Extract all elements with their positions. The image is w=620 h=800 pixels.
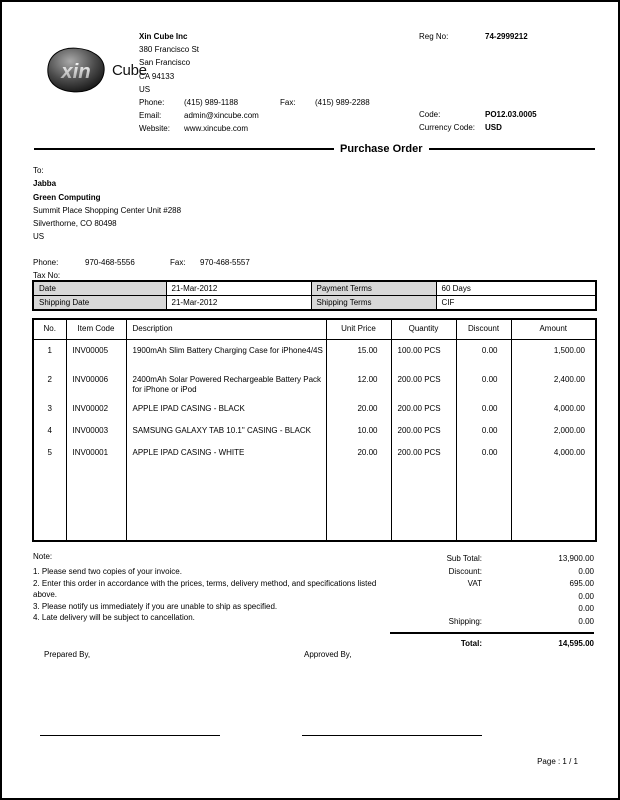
prepared-signature-line [40, 735, 220, 736]
item-discount-cell: 0.00 [456, 340, 511, 369]
vat-label: VAT [467, 579, 482, 589]
grand-total-label: Total: [460, 638, 482, 648]
vat-value: 695.00 [569, 579, 594, 589]
item-description-cell: SAMSUNG GALAXY TAB 10.1" CASING - BLACK [126, 420, 326, 442]
company-address-line: San Francisco [139, 58, 191, 68]
phone-value: 970-468-5556 [85, 257, 135, 267]
header-quantity: Quantity [391, 319, 456, 340]
company-phone-row [139, 96, 370, 109]
recipient-address-line: Summit Place Shopping Center Unit #288 [33, 205, 182, 215]
recipient-company: Green Computing [33, 192, 101, 202]
item-row [33, 398, 596, 420]
reg-no-value: 74-2999212 [485, 32, 528, 41]
items-table [32, 318, 597, 542]
svg-text:xin: xin [61, 61, 91, 84]
fax-label: Fax: [280, 97, 296, 107]
fax-value: 970-468-5557 [200, 257, 250, 267]
to-label: To: [33, 166, 44, 175]
email-label: Email: [139, 111, 162, 121]
item-amount-cell: 4,000.00 [511, 442, 596, 464]
items-filler-row [33, 464, 596, 542]
fax-label: Fax: [170, 257, 186, 267]
currency-row [419, 121, 537, 134]
item-unit-price-cell: 20.00 [326, 398, 391, 420]
header-discount: Discount [456, 319, 511, 340]
total-row [390, 566, 594, 579]
totals-block [390, 553, 594, 653]
item-no-cell: 2 [33, 369, 66, 398]
item-unit-price-cell: 10.00 [326, 420, 391, 442]
item-quantity-cell: 200.00 PCS [391, 442, 456, 464]
phone-label: Phone: [33, 257, 59, 267]
xin-cube-logo [44, 47, 147, 94]
item-discount-cell: 0.00 [456, 442, 511, 464]
approved-signature-line [302, 735, 482, 736]
item-amount-cell: 2,000.00 [511, 420, 596, 442]
item-code-cell: INV00002 [66, 398, 126, 420]
total-row [390, 616, 594, 629]
recipient-attention: Jabba [33, 179, 57, 189]
order-info-table [32, 280, 597, 311]
header-unit-price: Unit Price [326, 319, 391, 340]
item-quantity-cell: 200.00 PCS [391, 420, 456, 442]
currency-code-label: Currency Code: [419, 123, 476, 133]
website-value: www.xincube.com [184, 124, 249, 134]
shipping-terms-label-cell: Shipping Terms [311, 296, 436, 311]
shipping-date-label-cell: Shipping Date [33, 296, 166, 311]
recipient-address-line: US [33, 232, 45, 242]
shipping-date-value-cell: 21-Mar-2012 [166, 296, 311, 311]
company-website-row [139, 122, 370, 135]
title-rule-right [429, 148, 595, 150]
document-title-row [34, 142, 595, 155]
title-rule-left [34, 148, 334, 150]
header-amount: Amount [511, 319, 596, 340]
item-discount-cell: 0.00 [456, 369, 511, 398]
code-value: PO12.03.0005 [485, 110, 537, 119]
item-no-cell: 5 [33, 442, 66, 464]
notes-block [33, 551, 385, 623]
payment-terms-value-cell: 60 Days [436, 281, 596, 296]
item-unit-price-cell: 15.00 [326, 340, 391, 369]
item-discount-cell: 0.00 [456, 398, 511, 420]
total-row [390, 553, 594, 566]
item-row [33, 369, 596, 398]
item-no-cell: 1 [33, 340, 66, 369]
item-amount-cell: 1,500.00 [511, 340, 596, 369]
fax-value: (415) 989-2288 [315, 97, 370, 107]
grand-total-row [390, 634, 594, 653]
currency-code-value: USD [485, 123, 502, 133]
item-quantity-cell: 200.00 PCS [391, 369, 456, 398]
shipping-label: Shipping: [448, 616, 482, 626]
logo-brand-text: Cube [112, 62, 147, 79]
prepared-by-label: Prepared By, [44, 650, 91, 659]
code-block [419, 108, 537, 134]
reg-no-row [419, 30, 528, 43]
item-code-cell: INV00006 [66, 369, 126, 398]
note-line: 2. Enter this order in accordance with the prices, terms, delivery method, and specifications listed above. [33, 578, 377, 600]
note-label: Note: [33, 552, 53, 561]
item-amount-cell: 2,400.00 [511, 369, 596, 398]
items-header-row [33, 319, 596, 340]
item-code-cell: INV00001 [66, 442, 126, 464]
item-unit-price-cell: 12.00 [326, 369, 391, 398]
order-info-row [33, 281, 596, 296]
item-discount-cell: 0.00 [456, 420, 511, 442]
approved-by-label: Approved By, [304, 650, 352, 659]
tax-no-label: Tax No: [33, 271, 61, 281]
recipient-block [33, 164, 250, 282]
shipping-value: 0.00 [578, 616, 594, 626]
item-no-cell: 3 [33, 398, 66, 420]
item-quantity-cell: 200.00 PCS [391, 398, 456, 420]
logo-pebble-icon [44, 47, 108, 94]
total-row [390, 603, 594, 616]
registration-block [419, 30, 528, 43]
total-row [390, 578, 594, 591]
item-code-cell: INV00003 [66, 420, 126, 442]
item-amount-cell: 4,000.00 [511, 398, 596, 420]
header-item-code: Item Code [66, 319, 126, 340]
order-info-row [33, 296, 596, 311]
date-value-cell: 21-Mar-2012 [166, 281, 311, 296]
recipient-address-line: Silverthorne, CO 80498 [33, 219, 117, 229]
company-block [139, 30, 370, 136]
subtotal-value: 13,900.00 [558, 554, 594, 563]
header-description: Description [126, 319, 326, 340]
item-quantity-cell: 100.00 PCS [391, 340, 456, 369]
reg-no-label: Reg No: [419, 32, 449, 41]
company-address-line: CA 94133 [139, 71, 175, 81]
recipient-phone-row [33, 256, 250, 269]
item-row [33, 442, 596, 464]
date-label-cell: Date [33, 281, 166, 296]
note-line: 3. Please notify us immediately if you are unable to ship as specified. [33, 601, 278, 611]
item-row [33, 420, 596, 442]
discount-value: 0.00 [578, 566, 594, 576]
item-description-cell: 1900mAh Slim Battery Charging Case for iPhone4/4S [126, 340, 326, 369]
payment-terms-label-cell: Payment Terms [311, 281, 436, 296]
item-code-cell: INV00005 [66, 340, 126, 369]
code-row [419, 108, 537, 121]
blank-label [390, 603, 482, 616]
item-description-cell: APPLE IPAD CASING - BLACK [126, 398, 326, 420]
page-title: Purchase Order [340, 142, 423, 155]
item-unit-price-cell: 20.00 [326, 442, 391, 464]
header-no: No. [33, 319, 66, 340]
company-address-line: US [139, 84, 151, 94]
phone-value: (415) 989-1188 [184, 97, 239, 107]
item-description-cell: 2400mAh Solar Powered Rechargeable Battery Pack for iPhone or iPod [126, 369, 326, 398]
note-line: 4. Late delivery will be subject to cancellation. [33, 613, 195, 623]
company-email-row [139, 109, 370, 122]
website-label: Website: [139, 124, 170, 134]
total-row [390, 591, 594, 604]
item-description-cell: APPLE IPAD CASING - WHITE [126, 442, 326, 464]
item-no-cell: 4 [33, 420, 66, 442]
grand-total-value: 14,595.00 [558, 638, 594, 648]
blank-value: 0.00 [578, 604, 594, 614]
subtotal-label: Sub Total: [446, 554, 482, 563]
item-row [33, 340, 596, 369]
blank-label [390, 591, 482, 604]
blank-value: 0.00 [578, 591, 594, 601]
company-name: Xin Cube Inc [139, 32, 188, 41]
note-line: 1. Please send two copies of your invoice. [33, 567, 182, 577]
discount-label: Discount: [448, 566, 482, 576]
phone-label: Phone: [139, 97, 165, 107]
email-value: admin@xincube.com [184, 111, 259, 121]
company-address-line: 380 Francisco St [139, 45, 200, 55]
shipping-terms-value-cell: CIF [436, 296, 596, 311]
page-number: Page : 1 / 1 [537, 757, 578, 766]
code-label: Code: [419, 110, 441, 119]
